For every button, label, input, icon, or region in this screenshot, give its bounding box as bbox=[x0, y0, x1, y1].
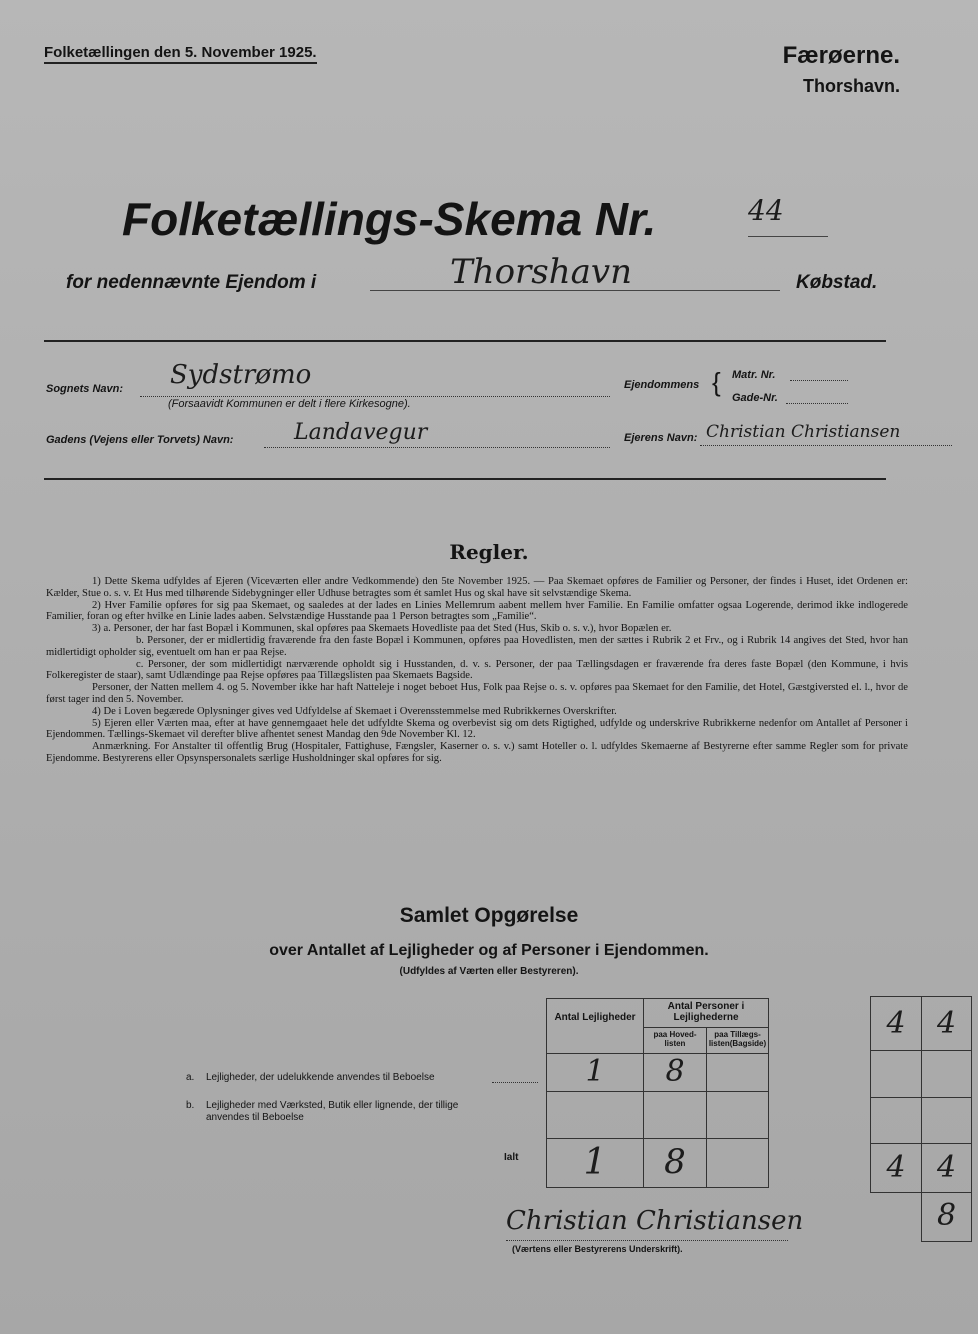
street-label: Gadens (Vejens eller Torvets) Navn: bbox=[46, 434, 234, 446]
owner-line bbox=[700, 445, 952, 446]
tally-r3-left-value: 4 bbox=[886, 1150, 906, 1185]
row-b-label-2: anvendes til Beboelse bbox=[206, 1112, 304, 1123]
form-number-line bbox=[748, 236, 828, 237]
form-title: Folketællings-Skema Nr. bbox=[122, 193, 657, 245]
rule-paragraph: 5) Ejeren eller Værten maa, efter at have gennemgaaet hele det udfyldte Skema og overbevist sig om dets Rigtighed, udfylde og underskrive Rubrikkerne nedenfor om Antallet af Personer i Ejendommen. Tællings-Skemaet vil derefter blive afhentet senest Mandag den 9de November Kl. 12. bbox=[46, 717, 908, 741]
row-ialt-label: Ialt bbox=[504, 1152, 519, 1163]
signature-line bbox=[506, 1240, 788, 1241]
gade-nr-line bbox=[786, 403, 848, 404]
value-a-hoved: 8 bbox=[665, 1054, 685, 1089]
tally-r3-right bbox=[921, 1097, 972, 1144]
rule-paragraph: Anmærkning. For Anstalter til offentlig Brug (Hospitaler, Fattighuse, Fængsler, Kaserner o. s. v.) samt Hoteller o. l. udfyldes Skemaerne af Bestyrerne efter samme Regler som for private Ejendomme. Bestyrerens eller Opsynspersonalets særlige Husholdninger skal opføres for sig. bbox=[46, 741, 908, 764]
col-antal-header bbox=[546, 998, 644, 1054]
value-a-antal: 1 bbox=[585, 1054, 605, 1089]
property-location-value: Thorshavn bbox=[450, 252, 633, 292]
rule-paragraph: 1) Dette Skema udfyldes af Ejeren (Viceværten eller andre Vedkommende) den 5te November 1925. — Paa Skemaet opføres de Familier og Personer, der findes i Huset, idet Ordenen er: Kælder, Stue o. s. v. Et Hus med tilhørende Sidebygninger eller Udhuse betragtes som ét samlet Hus og skal have sit selvstændige Skema. bbox=[46, 576, 908, 599]
region-header: Færøerne. bbox=[782, 42, 900, 69]
signature: Christian Christiansen bbox=[506, 1206, 804, 1236]
cell-ialt-tillaeg bbox=[706, 1138, 769, 1188]
value-ialt-hoved: 8 bbox=[664, 1142, 686, 1182]
row-b-letter: b. bbox=[186, 1100, 195, 1111]
rules-text bbox=[46, 576, 908, 765]
cell-b-tillaeg bbox=[706, 1091, 769, 1139]
rule-paragraph: 2) Hver Familie opføres for sig paa Skemaet, og saaledes at der lades en Linies Mellemrum aabent mellem hver Familie. En Familie omfatter ogsaa Logerende, derimod ikke indlogerede Familier, foran og efter hvilke en Linie lades aaben. Selvstændige Husstande paa 1 Person betragtes som „Familie“. bbox=[46, 599, 908, 623]
tally-r3-left bbox=[870, 1097, 922, 1144]
col-personer-label: Antal Personer i Lejlighederne bbox=[667, 1001, 745, 1023]
row-a-dots bbox=[492, 1082, 538, 1083]
parish-value: Sydstrømo bbox=[170, 360, 312, 390]
census-date-header: Folketællingen den 5. November 1925. bbox=[44, 44, 317, 64]
parish-line bbox=[140, 396, 610, 397]
matr-nr-line bbox=[790, 380, 848, 381]
rule-paragraph: 3) a. Personer, der har fast Bopæl i Kommunen, skal opføres paa Skemaets Hovedliste paa det Sted (Hus, Skib o. s. v.), hvor Bopælen er. bbox=[92, 623, 672, 635]
rule-paragraph: b. Personer, der er midlertidig fraværende fra den faste Bopæl i Kommunen, opføres paa Hovedlisten, men der sættes i Rubrik 2 et Frv., og i Rubrik 14 angives det Sted, hvor han midlertidigt opholder sig, eventuelt om han er paa Rejse. bbox=[46, 634, 908, 658]
summary-title: Samlet Opgørelse bbox=[399, 904, 579, 927]
rule-paragraph: Personer, der Natten mellem 4. og 5. November ikke har haft Natteleje i noget beboet Hus, Folk paa Rejse o. s. v. opføres paa Skemaet for den Familie, det Hotel, Gæstgiversted el. l., hvor de først tager ind den 5. November. bbox=[46, 682, 908, 705]
owner-value: Christian Christiansen bbox=[706, 422, 901, 442]
street-line bbox=[264, 447, 610, 448]
cell-a-tillaeg bbox=[706, 1053, 769, 1092]
value-ialt-antal: 1 bbox=[583, 1142, 607, 1183]
cell-b-antal bbox=[546, 1091, 644, 1139]
town-header: Thorshavn. bbox=[802, 76, 900, 96]
owner-label: Ejerens Navn: bbox=[624, 432, 698, 444]
tally-total-value: 8 bbox=[936, 1198, 957, 1233]
row-a-letter: a. bbox=[186, 1072, 195, 1083]
matr-nr-label: Matr. Nr. bbox=[732, 369, 776, 381]
summary-subtitle: over Antallet af Lejligheder og af Personer i Ejendommen. bbox=[269, 942, 709, 959]
signature-label: (Værtens eller Bestyrerens Underskrift). bbox=[512, 1244, 683, 1254]
rule-paragraph: c. Personer, der som midlertidigt nærværende opholdt sig i Husstanden, d. v. s. Personer, der paa Tællingsdagen er fraværende fra deres faste Bopæl (den Kommune, i hvis Folkeregister de staar), samt Udlændinge paa Rejse opføres paa Tillægslisten paa Skemaets Bagside. bbox=[46, 658, 908, 682]
property-label: Ejendommens bbox=[624, 379, 700, 391]
col-tillaeg-label: paa Tillægs-listen(Bagside) bbox=[708, 1030, 767, 1048]
col-hoved-label: paa Hoved-listen bbox=[653, 1030, 697, 1048]
row-a-label: Lejligheder, der udelukkende anvendes til Beboelse bbox=[206, 1072, 435, 1083]
parish-note: (Forsaavidt Kommunen er delt i flere Kirkesogne). bbox=[168, 398, 411, 410]
parish-label: Sognets Navn: bbox=[46, 383, 124, 395]
property-location-label: for nedennævnte Ejendom i bbox=[66, 272, 317, 293]
tally-r1-right-value: 4 bbox=[936, 1006, 957, 1041]
row-b-label-1: Lejligheder med Værksted, Butik eller lignende, der tillige bbox=[206, 1100, 459, 1111]
gade-nr-label: Gade-Nr. bbox=[732, 392, 778, 404]
rules-title: Regler. bbox=[449, 540, 529, 564]
cell-b-hoved bbox=[643, 1091, 707, 1139]
tally-r2-left bbox=[870, 1050, 922, 1098]
rule-paragraph: 4) De i Loven begærede Oplysninger gives ved Udfyldelse af Skemaet i Overensstemmelse med Rubrikkernes Overskrifter. bbox=[92, 705, 617, 717]
property-location-suffix: Købstad. bbox=[796, 272, 878, 293]
form-number: 44 bbox=[748, 194, 784, 227]
divider-top bbox=[44, 340, 886, 342]
summary-note: (Udfyldes af Værten eller Bestyreren). bbox=[399, 966, 579, 977]
street-value: Landavegur bbox=[294, 420, 428, 445]
tally-r3-right-value: 4 bbox=[936, 1150, 957, 1185]
tally-r2-right bbox=[921, 1050, 972, 1098]
divider-mid bbox=[44, 478, 886, 480]
property-brace: { bbox=[712, 367, 721, 397]
col-antal-label: Antal Lejligheder bbox=[554, 1012, 636, 1023]
tally-r1-left-value: 4 bbox=[886, 1006, 906, 1041]
